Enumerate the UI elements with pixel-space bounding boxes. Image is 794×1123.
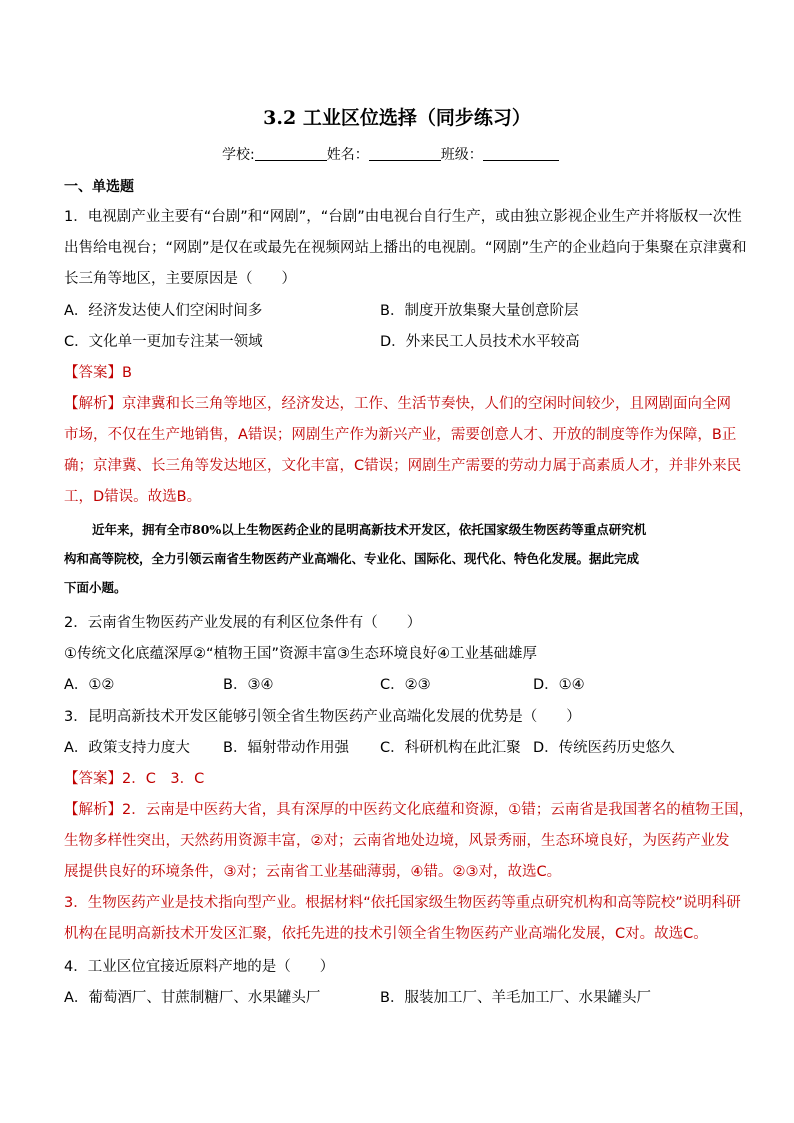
school-label: 学校: [222, 147, 255, 163]
q1-answer [64, 361, 132, 382]
material-line: 构和高等院校，全力引领云南省生物医药产业高端化、专业化、国际化、现代化、特色化发展。据此完成 [64, 551, 640, 566]
q1-stem-line: 长三角等地区，主要原因是（ ） [64, 271, 296, 287]
q23-answer [64, 767, 204, 788]
name-label: 姓名： [326, 147, 369, 163]
q2-stem: 2．云南省生物医药产业发展的有利区位条件有（ ） [64, 615, 422, 631]
q4-option-a: A．葡萄酒厂、甘蔗制糖厂、水果罐头厂 [64, 990, 321, 1006]
q23-analysis-line: 展提供良好的环境条件，③对；云南省工业基础薄弱，④错。②③对，故选C。 [64, 864, 562, 880]
analysis-tag: 【解析】 [64, 802, 122, 818]
q4-stem: 4．工业区位宜接近原料产地的是（ ） [64, 959, 335, 975]
q1-analysis-line: 确；京津冀、长三角等发达地区，文化丰富，C错误；网剧生产需要的劳动力属于高素质人才，并非外来民 [64, 458, 742, 474]
q1-option-d: D．外来民工人员技术水平较高 [380, 334, 580, 350]
q1-stem-line: 出售给电视台；“网剧”是仅在或最先在视频网站上播出的电视剧。“网剧”生产的企业趋向于集聚在京津冀和 [64, 240, 747, 256]
material-line: 下面小题。 [64, 580, 127, 595]
answer-value: 2．C 3．C [122, 771, 205, 787]
q2-option-a: A．①② [64, 677, 115, 693]
q3-option-c: C．科研机构在此汇聚 [380, 740, 521, 756]
page-title: 3.2 工业区位选择（同步练习） [263, 107, 531, 129]
q23-analysis-line: 3．生物医药产业是技术指向型产业。根据材料“依托国家级生物医药等重点研究机构和高等院校”说明科研 [64, 895, 741, 911]
answer-tag: 【答案】 [64, 365, 122, 381]
analysis-text: 京津冀和长三角等地区，经济发达，工作、生活节奏快，人们的空闲时间较少，且网剧面向全网 [122, 396, 731, 412]
q1-stem-line: 1．电视剧产业主要有“台剧”和“网剧”，“台剧”由电视台自行生产，或由独立影视企业生产并将版权一次性 [64, 209, 742, 225]
answer-tag: 【答案】 [64, 771, 122, 787]
q1-analysis-line [64, 392, 731, 413]
q3-option-b: B．辐射带动作用强 [223, 740, 349, 756]
q23-analysis-line: 生物多样性突出，天然药用资源丰富，②对；云南省地处边境，风景秀丽，生态环境良好，为医药产业发 [64, 833, 730, 849]
analysis-tag: 【解析】 [64, 396, 122, 412]
q3-stem: 3．昆明高新技术开发区能够引领全省生物医药产业高端化发展的优势是（ ） [64, 709, 581, 725]
q2-option-b: B．③④ [223, 677, 274, 693]
q4-option-b: B．服装加工厂、羊毛加工厂、水果罐头厂 [380, 990, 651, 1006]
q1-option-a: A．经济发达使人们空闲时间多 [64, 303, 263, 319]
q1-option-c: C．文化单一更加专注某一领域 [64, 334, 263, 350]
material-line: 近年来，拥有全市80%以上生物医药企业的昆明高新技术开发区，依托国家级生物医药等重点研究机 [92, 522, 647, 537]
section-heading: 一、单选题 [64, 179, 134, 195]
class-blank [483, 160, 559, 161]
name-blank [369, 160, 441, 161]
q1-analysis-line: 市场，不仅在生产地销售，A错误；网剧生产作为新兴产业，需要创意人才、开放的制度等作为保障，B正 [64, 427, 737, 443]
q3-option-d: D．传统医药历史悠久 [533, 740, 675, 756]
q23-analysis-line [64, 798, 753, 819]
q2-option-c: C．②③ [380, 677, 431, 693]
q3-option-a: A．政策支持力度大 [64, 740, 190, 756]
q1-option-b: B．制度开放集聚大量创意阶层 [380, 303, 579, 319]
analysis-text: 2．云南是中医药大省，具有深厚的中医药文化底蕴和资源，①错；云南省是我国著名的植物王国， [122, 802, 754, 818]
school-blank [255, 160, 327, 161]
q2-option-d: D．①④ [533, 677, 585, 693]
q23-analysis-line: 机构在昆明高新技术开发区汇聚，依托先进的技术引领全省生物医药产业高端化发展，C对。故选C。 [64, 926, 708, 942]
answer-value: B [122, 365, 132, 381]
q2-items: ①传统文化底蕴深厚②“植物王国”资源丰富③生态环境良好④工业基础雄厚 [64, 646, 538, 662]
class-label: 班级： [440, 147, 483, 163]
student-info-line [222, 144, 559, 164]
q1-analysis-line: 工，D错误。故选B。 [64, 489, 202, 505]
